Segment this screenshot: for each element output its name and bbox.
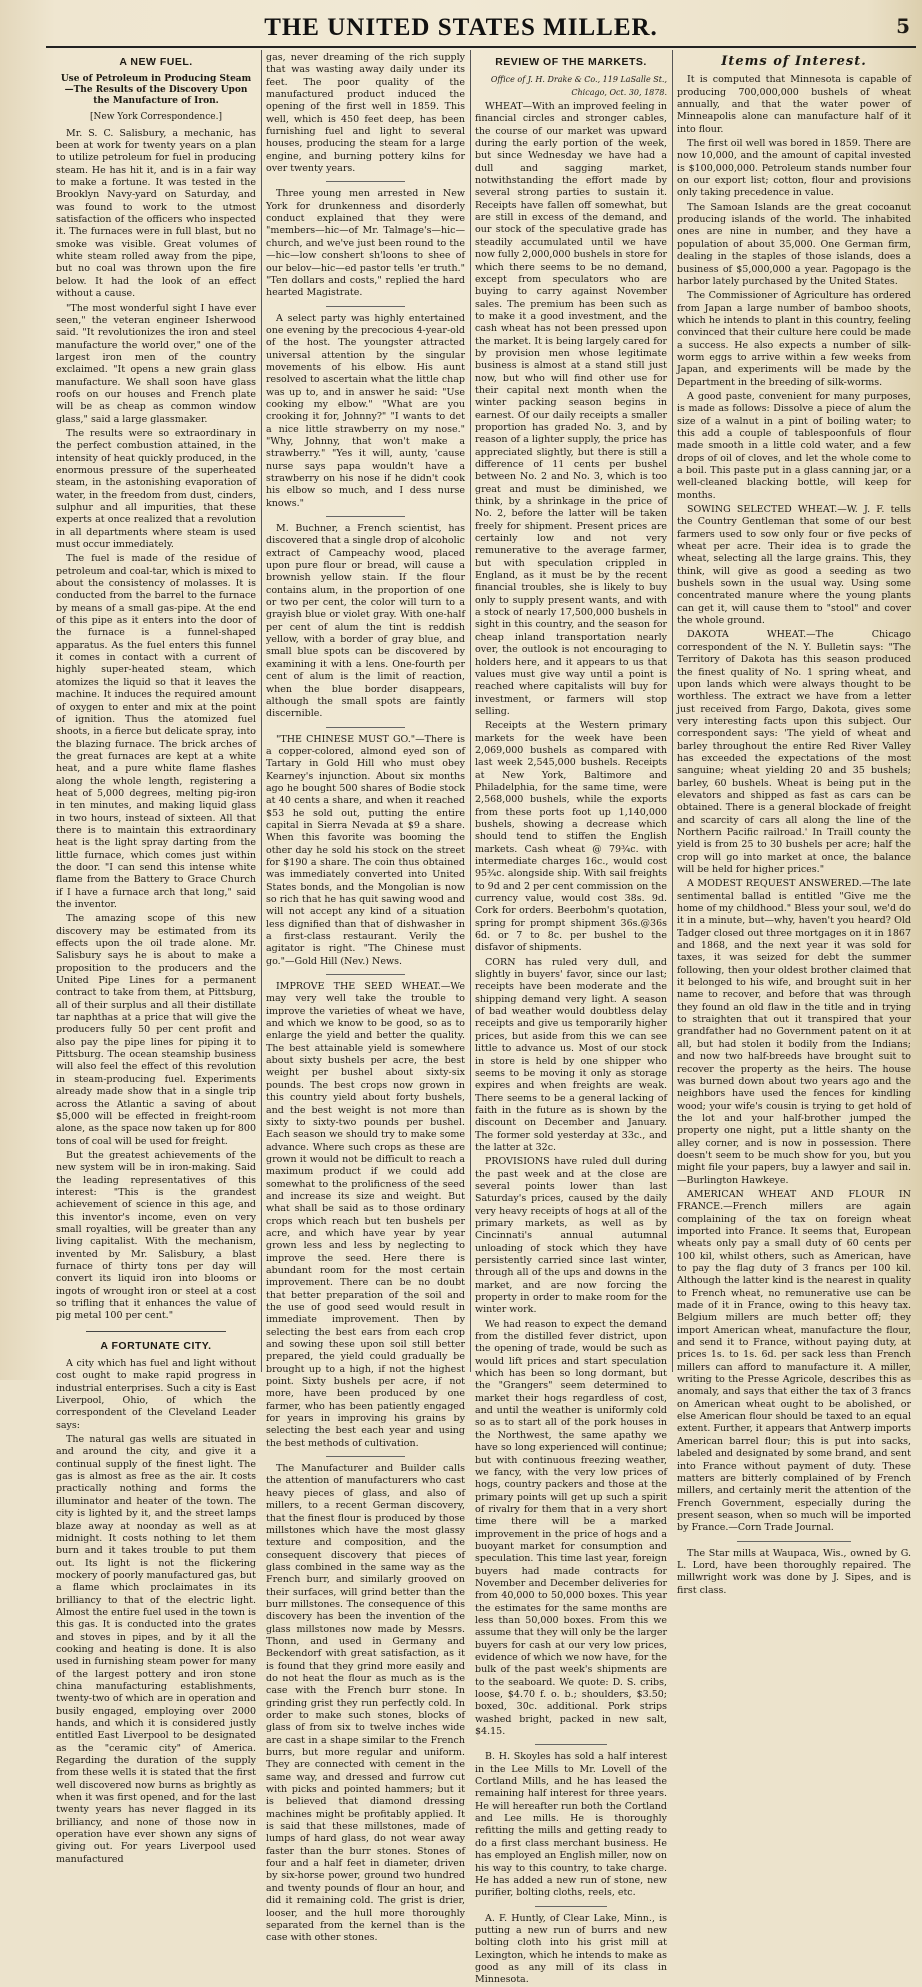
paragraph: A city which has fuel and light without cost ought to make rapid progress in industrial enterprises. Such a city is East Liverpool, Ohio, of which the correspondent of the Cleveland Leader says:	[56, 1358, 256, 1431]
page-number: 5	[896, 14, 910, 38]
article-headline: A NEW FUEL.	[119, 56, 193, 68]
paragraph: But the greatest achievements of the new system will be in iron-making. Said the leading representatives of this interest: "This is the grandest achievement of science in this age, and this inventor's income, even on very small royalties, will be greater than any living capitalist. With the mechanism, invented by Mr. Salisbury, a blast furnace of thirty tons per day will convert its liquid iron into blooms or ingots of wrought iron or steel at a cost so trifling that it enhances the value of pig metal 100 per cent."	[56, 1149, 256, 1322]
item-separator	[535, 1906, 607, 1907]
article-subheadline: Use of Petroleum in Producing Steam—The Results of the Discovery Upon the Manufacture of Iron.	[60, 74, 252, 107]
item-separator	[326, 516, 405, 517]
column-4	[677, 52, 911, 1596]
paragraph: "THE CHINESE MUST GO."—There is a copper-colored, almond eyed son of Tartary in Gold Hill who must obey Kearney's injunction. About six months ago he bought 500 shares of Bodie stock at 40 cents a share, and when it reached $53 he sold out, putting the entire capital in Sierra Nevada at $9 a share. When this favorite was booming the other day he sold his stock on the street for $190 a share. The coin thus obtained was immediately converted into United States bonds, and the Mongolian is now so rich that he has quit sawing wood and will not accept any kind of a situation less dignified than that of dishwasher in a first-class restaurant. Verily the agitator is right. "The Chinese must go."—Gold Hill (Nev.) News.	[266, 733, 465, 967]
paragraph: The Commissioner of Agriculture has ordered from Japan a large number of bamboo shoots, which he intends to plant in this country, feeling convinced that their culture here could be made a success. He also expects a number of silk-worm eggs to arrive within a few weeks from Japan, and experiments will be made by the Department in the breeding of silk-worms.	[677, 290, 911, 388]
correspondence-note: [New York Correspondence.]	[90, 112, 222, 123]
paragraph: It is computed that Minnesota is capable of producing 700,000,000 bushels of wheat annually, and that the water power of Minneapolis alone can manufacture half of it into flour.	[677, 74, 911, 135]
paragraph: The results were so extraordinary in the perfect combustion attained, in the intensity of heat quickly produced, in the enormous pressure of the superheated steam, in the astonishing evaporation of water, in the freedom from dust, cinders, sulphur and all impurities, that these experts at once realized that a revolution in all departments where steam is used must occur immediately.	[56, 427, 256, 551]
paragraph: DAKOTA WHEAT.—The Chicago correspondent of the N. Y. Bulletin says: "The Territory of Dakota has this season produced the finest quality of No. 1 spring wheat, and upon lands which were always thought to be worthless. The extract we have from a letter just received from Fargo, Dakota, gives some very interesting facts upon this subject. Our correspondent says: 'The yield of wheat and barley throughout the entire Red River Valley has exceeded the expectations of the most sanguine; wheat yielding 20 and 35 bushels; barley, 60 bushels. Wheat is being put in the elevators and shipped as fast as cars can be obtained. There is a general blockade of freight and scarcity of cars all along the line of the Northern Pacific railroad.' In Traill county the yield is from 25 to 30 bushels per acre; half the crop will go into market at once, the balance will be held for higher prices."	[677, 629, 911, 875]
dateline: Office of J. H. Drake & Co., 119 LaSalle St., Chicago, Oct. 30, 1878.	[490, 75, 667, 97]
paragraph: SOWING SELECTED WHEAT.—W. J. F. tells the Country Gentleman that some of our best farmers used to sow only four or five pecks of wheat per acre. Their idea is to grade the wheat, selecting all the large grains. This, they think, will give as good a seeding as two bushels sown in the usual way. Using some concentrated manure where the young plants can get it, will cause them to "stool" and cover the whole ground.	[677, 504, 911, 627]
section-headline: Items of Interest.	[721, 54, 867, 69]
paragraph: AMERICAN WHEAT AND FLOUR IN FRANCE.—French millers are again complaining of the tax on foreign wheat imported into France. It seems that, European wheats only pay a small duty of 60 cents per 100 kil, whilst others, such as American, have to pay the flag duty of 3 francs per 100 kil. Although the latter kind is the nearest in quality to French wheat, no remunerative use can be made of it in France, owing to this heavy tax. Belgium millers are much better off; they import American wheat, manufacture the flour, and send it to France, without paying duty, at prices 1s. to 1s. 6d. per sack less than French millers can afford to manufacture it. A miller, writing to the Presse Agricole, describes this as anomaly, and says that either the tax of 3 francs on American wheat ought to be abolished, or else American flour should be taxed to an equal extent. Further, it appears that Antwerp imports American barrel flour; this is put into sacks, labeled and designated by some brand, and sent into France without payment of duty. These matters are bitterly complained of by French millers, and certainly merit the attention of the French Government, especially during the present season, when so much will be imported by France.—Corn Trade Journal.	[677, 1188, 911, 1534]
paragraph: The Manufacturer and Builder calls the attention of manufacturers who cast heavy pieces of glass, and also of millers, to a recent German discovery, that the finest flour is produced by those millstones which have the most glassy texture and composition, and the consequent discovery that pieces of glass combined in the same way as the French burr, and similarly grooved on their surfaces, will grind better than the burr millstones. The consequence of this discovery has been the invention of the glass millstones now made by Messrs. Thonn, and used in Germany and Beckendorf with great satisfaction, as it is found that they grind more easily and do not heat the flour as much as is the case with the French burr stone. In grinding grist they run perfectly cold. In order to make such stones, blocks of glass of from six to twelve inches wide are cast in a shape similar to the French burrs, but more regular and uniform. They are connected with cement in the same way, and dressed and furrow cut with picks and pointed hammers; but it is believed that diamond dressing machines might be profitably applied. It is said that these millstones, made of lumps of hard glass, do not wear away faster than the burr stones. Stones of four and a half feet in diameter, driven by six-horse power, ground two hundred and twenty pounds of flour an hour, and did it remaining cold. The grist is drier, looser, and the hull more thoroughly separated from the kernel than is the case with other stones.	[266, 1463, 465, 1944]
article-headline: REVIEW OF THE MARKETS.	[495, 56, 647, 68]
item-separator	[326, 306, 405, 307]
paragraph: We had reason to expect the demand from the distilled fever district, upon the opening of trade, would be such as would lift prices and start speculation which has been so long dormant, but the "Grangers" seem determined to market their hogs regardless of cost, and until the weather is uniformly cold so as to start all of the pork houses in the Northwest, the same apathy we have so long experienced will continue; but with continuous freezing weather, we fancy, with the very low prices of hogs, country packers and those at the primary points will get up such a spirit of rivalry for them that in a very short time there will be a marked improvement in the price of hogs and a buoyant market for consumption and speculation. This time last year, foreign buyers had made contracts for November and December deliveries for from 40,000 to 50,000 boxes. This year the estimates for the same months are less than 50,000 boxes. From this we assume that they will only be the larger buyers for cash at our very low prices, evidence of which we now have, for the bulk of the past week's shipments are to the seaboard. We quote: D. S. cribs, loose, $4.70 f. o. b.; shoulders, $3.50; boxed, 30c. additional. Pork strips washed bright, packed in new salt, $4.15.	[475, 1318, 667, 1738]
column-divider	[470, 50, 471, 1372]
column-3	[475, 52, 667, 1986]
article-separator	[86, 1331, 226, 1332]
newspaper-title: THE UNITED STATES MILLER.	[264, 14, 658, 41]
paragraph: M. Buchner, a French scientist, has discovered that a single drop of alcoholic extract of Campeachy wood, placed upon pure flour or bread, will cause a brownish yellow stain. If the flour contains alum, in the proportion of one or two per cent, the color will turn to a grayish blue or violet gray. With one-half per cent of alum the tint is reddish yellow, with a border of gray blue, and small blue spots can be discovered by examining it with a lens. One-fourth per cent of alum is the limit of reaction, when the blue border disappears, although the small spots are faintly discernible.	[266, 523, 465, 720]
paragraph: A select party was highly entertained one evening by the precocious 4-year-old of the host. The youngster attracted universal attention by the singular movements of his elbow. His aunt resolved to ascertain what the little chap was up to, and in answer he said: "Use cooking my elbow." "What are you crooking it for, Johnny?" "I wants to det a nice little strawberry on my nose." "Why, Johnny, that won't make a strawberry." "Yes it will, aunty, 'cause nurse says papa wouldn't have a strawberry on his nose if he didn't cook his elbow so much, and I dess nurse knows."	[266, 312, 465, 509]
item-separator	[326, 974, 405, 975]
paragraph: A good paste, convenient for many purposes, is made as follows: Dissolve a piece of alum the size of a walnut in a pint of boiling water; to this add a couple of tablespoonfuls of flour made smooth in a little cold water, and a few drops of oil of cloves, and let the whole come to a boil. This paste put in a glass canning jar, or a well-cleaned blacking bottle, will keep for months.	[677, 390, 911, 501]
paragraph: CORN has ruled very dull, and slightly in buyers' favor, since our last; receipts have been moderate and the shipping demand very light. A season of bad weather would doubtless delay receipts and give us temporarily higher prices, but aside from this we can see little to advance us. Most of our stock in store is held by one shipper who seems to be moving it only as storage expires and when freights are weak. There seems to be a general lacking of faith in the future as is shown by the discount on December and January. The former sold yesterday at 33c., and the latter at 32c.	[475, 956, 667, 1153]
paragraph: Mr. S. C. Salisbury, a mechanic, has been at work for twenty years on a plan to utilize petroleum for fuel in producing steam. He has hit it, and is in a fair way to make a fortune. It was tested in the Brooklyn Navy-yard on Saturday, and was found to work to the utmost satisfaction of the officers who inspected it. The furnaces were in full blast, but no smoke was visible. Great volumes of white steam rolled away from the pipe, but no coal was thrown upon the fire below. It had the look of an effect without a cause.	[56, 127, 256, 300]
paragraph: The Samoan Islands are the great cocoanut producing islands of the world. The inhabited ones are nine in number, and they have a population of about 35,000. One German firm, dealing in the staples of those islands, does a business of $5,000,000 a year. Pagopago is the harbor lately purchased by the United States.	[677, 201, 911, 287]
paragraph: A. F. Huntly, of Clear Lake, Minn., is putting a new run of burrs and new bolting cloth into his grist mill at Lexington, which he intends to make as good as any mill of its class in Minnesota.	[475, 1912, 667, 1986]
column-divider	[261, 50, 262, 1372]
paragraph: The first oil well was bored in 1859. There are now 10,000, and the amount of capital invested is $100,000,000. Petroleum stands number four on our export list; cotton, flour and provisions only taking precedence in value.	[677, 138, 911, 199]
paragraph: The natural gas wells are situated in and around the city, and give it a continual supply of the finest light. The gas is almost as free as the air. It costs practically nothing and forms the illuminator and heater of the town. The city is lighted by it, and the street lamps blaze away at noonday as well as at midnight. It costs nothing to let them burn and it takes trouble to put them out. Its light is not the flickering mockery of poorly manufactured gas, but a flame which proclaimates in its brilliancy to that of the electric light. Almost the entire fuel used in the town is this gas. It is conducted into the grates and stoves in pipes, and by it all the cooking and heating is done. It is also used in furnishing steam power for many of the largest pottery and iron stone china manufacturing establishments, twenty-two of which are in operation and busily engaged, employing over 2000 hands, and which it is considered justly entitled East Liverpool to be designated as the "ceramic city" of America. Regarding the duration of the supply from these wells it is stated that the first well discovered now burns as brightly as when it was first opened, and for the last twenty years has never flagged in its brilliancy, and none of those now in operation have ever shown any signs of giving out. For years Liverpool used manufactured	[56, 1434, 256, 1865]
paragraph: WHEAT—With an improved feeling in financial circles and stronger cables, the course of our market was upward during the early portion of the week, but since Wednesday we have had a dull and sagging market, notwithstanding the effort made by several strong parties to sustain it. Receipts have fallen off somewhat, but are still in excess of the demand, and our stock of the speculative grade has steadily accumulated until we have now fully 2,000,000 bushels in store for which there seems to be no demand, except from speculators who are buying to carry against November sales. The premium has been such as to make it a good investment, and the cash wheat has not been pressed upon the market. It is being largely cared for by provision men whose legitimate business is almost at a stand still just now, but who will find other use for their capital next month when the winter packing season begins in earnest. Of our daily receipts a smaller proportion has graded No. 3, and by reason of a lighter supply, the price has appreciated slightly, but there is still a difference of 11 cents per bushel between No. 2 and No. 3, which is too great and must be diminished, we think, by a shrinkage in the price of No. 2, before the latter will be taken freely for shipment. Present prices are certainly low and not very remunerative to the average farmer, but with speculation crippled in England, as it must be by the recent financial troubles, she is likely to buy only to supply present wants, and with a stock of nearly 17,500,000 bushels in sight in this country, and the season for cheap inland transportation nearly over, the outlook is not encouraging to holders here, and it appears to us that values must give way until a point is reached where capitalists will buy for investment, or farmers will stop selling.	[475, 101, 667, 717]
item-separator	[326, 727, 405, 728]
paragraph: "The most wonderful sight I have ever seen," the veteran engineer Isherwood said. "It revolutionizes the iron and steel manufacture the world over," one of the largest iron men of the country exclaimed. "It opens a new grain glass manufacture. We shall soon have glass roofs on our houses and French plate will be as cheap as common window glass," said a large glassmaker.	[56, 302, 256, 425]
paragraph: The Star mills at Waupaca, Wis., owned by G. L. Lord, have been thoroughly repaired. The millwright work was done by J. Sipes, and is first class.	[677, 1547, 911, 1596]
column-divider	[672, 50, 673, 1372]
paragraph: The fuel is made of the residue of petroleum and coal-tar, which is mixed to about the consistency of molasses. It is conducted from the barrel to the furnace by means of a small gas-pipe. At the end of this pipe as it enters into the door of the furnace is a funnel-shaped apparatus. As the fuel enters this funnel it comes in contact with a current of highly super-heated steam, which atomizes the liquid so that it leaves the machine. It induces the required amount of oxygen to enter and mix at the point of ignition. Thus the atomized fuel shoots, in a fierce but delicate spray, into the blazing furnace. The brick arches of the great furnaces are kept at a white heat, and a pure white flame flashes along the whole length, registering a heat of 5,000 degrees, melting pig-iron in ten minutes, and making liquid glass in two hours, instead of sixteen. All that there is to maintain this extraordinary heat is the light spray darting from the little furnace, which comes just within the door. "I can send this intense white flame from the Battery to Grace Church if I have a furnace arch that long," said the inventor.	[56, 553, 256, 910]
item-separator	[737, 1541, 851, 1542]
paragraph: The amazing scope of this new discovery may be estimated from its effects upon the oil trade alone. Mr. Salisbury says he is about to make a proposition to the producers and the United Pipe Lines for a permanent contract to take from them, at Pittsburg, all of their surplus and all their distillate tar naphthas at a price that will give the producers fully 50 per cent profit and also pay the pipe lines for piping it to Pittsburg. The ocean steamship business will also feel the effect of this revolution in steam-producing fuel. Experiments already made show that in a single trip across the Atlantic a saving of about $5,000 will be effected in freight-room alone, as the space now taken up for 800 tons of coal will be used for freight.	[56, 913, 256, 1147]
paragraph: gas, never dreaming of the rich supply that was wasting away daily under its feet. The poor quality of the manufactured product induced the opening of the first well in 1859. This well, which is 450 feet deep, has been furnishing fuel and light to several houses, producing the steam for a large engine, and burning pottery kilns for over twenty years.	[266, 52, 465, 175]
column-2	[266, 52, 465, 1944]
item-separator	[326, 1456, 405, 1457]
paragraph: Receipts at the Western primary markets for the week have been 2,069,000 bushels as compared with last week 2,545,000 bushels. Receipts at New York, Baltimore and Philadelphia, for the same time, were 2,568,000 bushels, while the exports from these ports foot up 1,140,000 bushels, showing a decrease which should tend to stiffen the English markets. Cash wheat @ 79¾c. with intermediate charges 16c., would cost 95¾c. alongside ship. With sail freights to 9d and 2 per cent commission on the currency value, would cost 38s. 9d. Cork for orders. Beerbohm's quotation, spring for prompt shipment 36s.@36s 6d. or 7 to 8c. per bushel to the disfavor of shipments.	[475, 720, 667, 954]
paragraph: IMPROVE THE SEED WHEAT.—We may very well take the trouble to improve the varieties of wheat we have, and which we know to be good, so as to enlarge the yield and better the quality. The best attainable yield is somewhere about sixty bushels per acre, the best weight per bushel about sixty-six pounds. The best crops now grown in this country yield about forty bushels, and the best weight is not more than sixty to sixty-two pounds per bushel. Each season we should try to make some advance. Where such crops as these are grown it would not be difficult to reach a maximum product if we could add somewhat to the prolificness of the seed and increase its size and weight. But what shall be said as to those ordinary crops which reach but ten bushels per acre, and which have year by year grown less and less by neglecting to improve the seed. Here there is abundant room for the most certain improvement. There can be no doubt that better preparation of the soil and the use of good seed would result in immediate improvement. Then by selecting the best ears from each crop and sowing these upon soil still better prepared, the yield could gradually be brought up to a high, if not the highest point. Sixty bushels per acre, if not more, have been produced by one farmer, who has been patiently engaged for years in improving his grains by selecting the best each year and using the best methods of cultivation.	[266, 981, 465, 1449]
paragraph: PROVISIONS have ruled dull during the past week and at the close are several points lower than last Saturday's prices, caused by the daily very heavy receipts of hogs at all of the primary markets, as well as by Cincinnati's annual autumnal unloading of stock which they have persistently carried since last winter, through all of the ups and downs in the market, and are now forcing the property in order to make room for the winter work.	[475, 1156, 667, 1316]
item-separator	[326, 181, 405, 182]
masthead-rule	[46, 46, 916, 48]
masthead	[0, 14, 922, 48]
column-1	[56, 52, 256, 1865]
article-headline: A FORTUNATE CITY.	[100, 1339, 212, 1352]
paragraph: B. H. Skoyles has sold a half interest in the Lee Mills to Mr. Lovell of the Cortland Mills, and he has leased the remaining half interest for three years. He will hereafter run both the Cortland and Lee mills. He is thoroughly refitting the mills and getting ready to do a first class merchant business. He has employed an English miller, now on his way to this country, to take charge. He has added a new run of stone, new purifier, bolting cloths, reels, etc.	[475, 1751, 667, 1899]
item-separator	[535, 1744, 607, 1745]
paragraph: A MODEST REQUEST ANSWERED.—The late sentimental ballad is entitled "Give me the home of my childhood." Bless your soul, we'd do it in a minute, but—why, haven't you heard? Old Tadger closed out three mortgages on it in 1867 and 1868, and the next year it was sold for taxes, it was seized for debt the summer following, then your oldest brother claimed that it belonged to his wife, and brought suit in her name to recover, and before that was through they found an old flaw in the title and in trying to straighten that out it transpired that your grandfather had no Government patent on it at all, but had stolen it bodily from the Indians; and now two half-breeds have brought suit to recover the property as the heirs. The house was burned down about two years ago and the neighbors have used the fences for kindling wood; your wife's cousin is trying to get hold of the lot and your half-brother jumped the property one night, put a little shanty on the alley corner, and is now in possession. There doesn't seem to be much show for you, but you might file your papers, buy a lawyer and sail in. —Burlington Hawkeye.	[677, 878, 911, 1186]
paragraph: Three young men arrested in New York for drunkenness and disorderly conduct explained that they were "members—hic—of Mr. Talmage's—hic—church, and we've just been round to the—hic—low conshert sh'loons to shee of our belov—hic—ed pastor tells 'er truth." "Ten dollars and costs," replied the hard hearted Magistrate.	[266, 188, 465, 299]
